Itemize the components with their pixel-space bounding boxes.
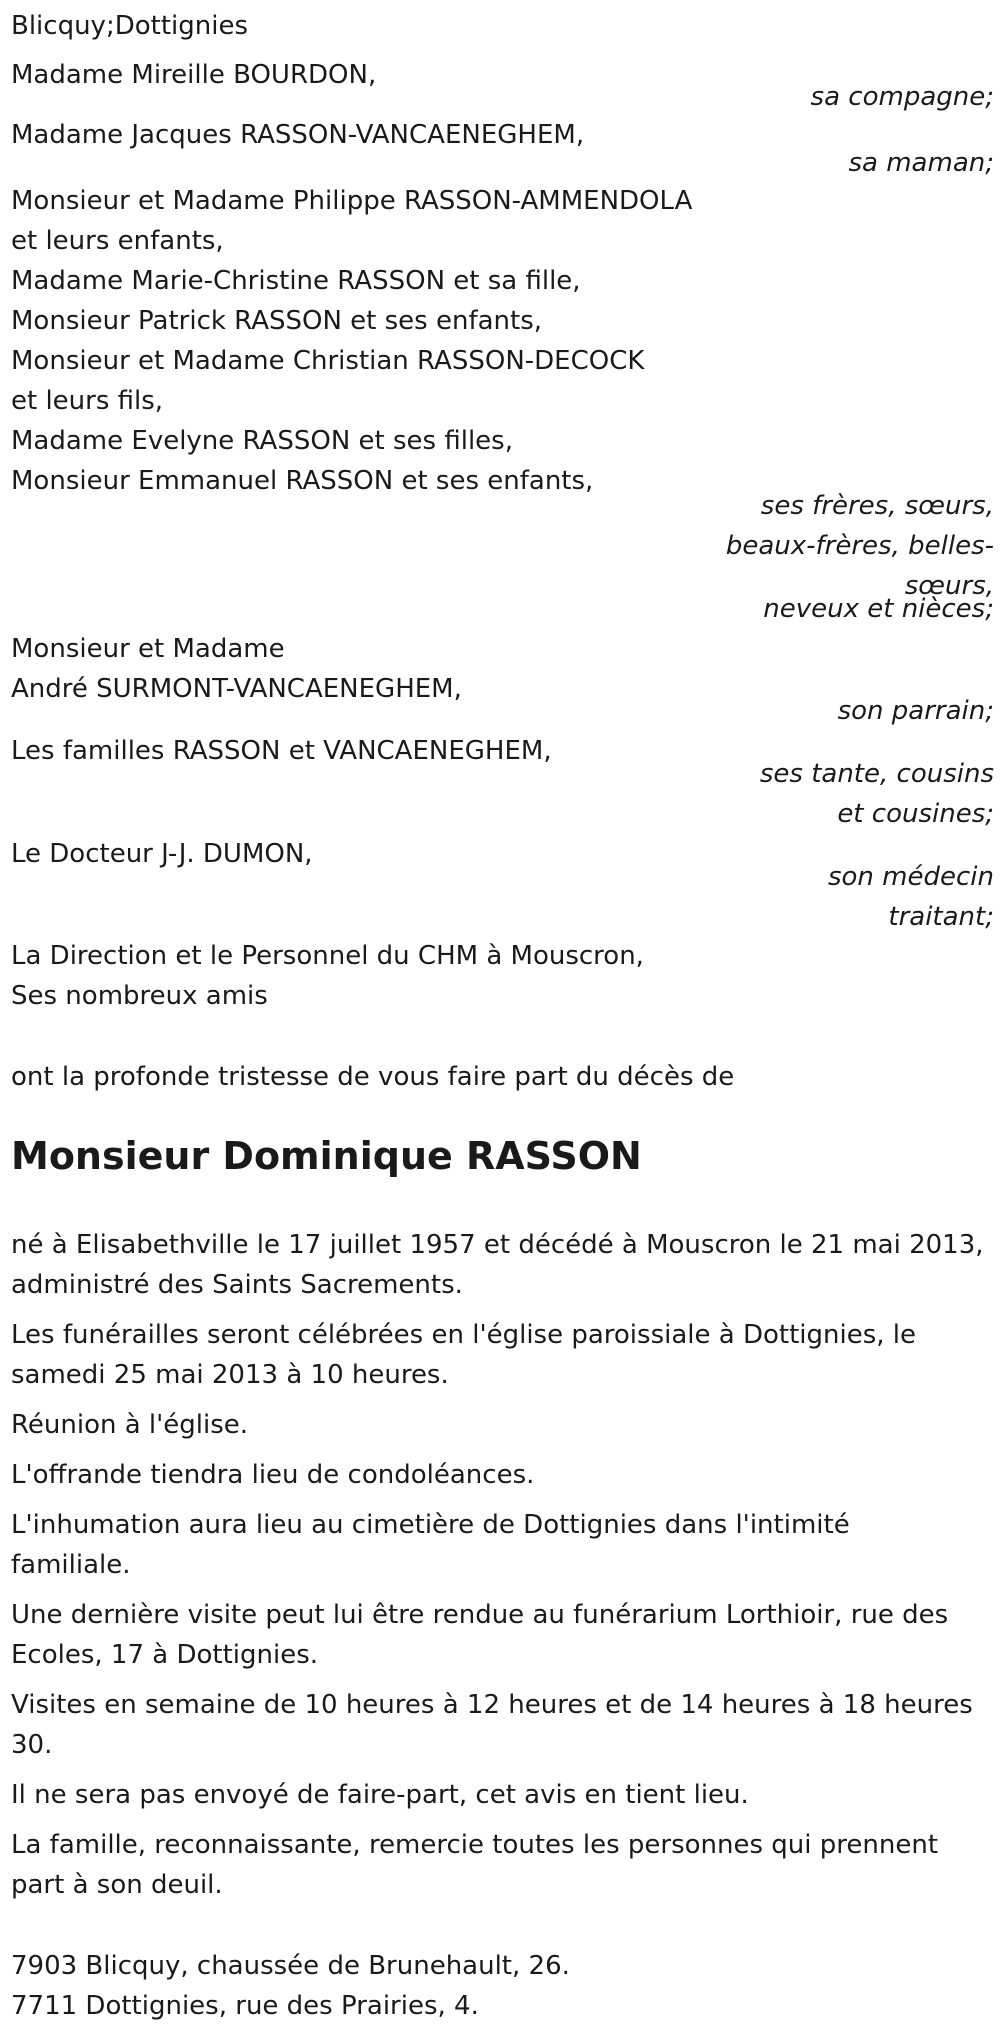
mourner-line: Monsieur Patrick RASSON et ses enfants, xyxy=(11,306,543,336)
detail-line: samedi 25 mai 2013 à 10 heures. xyxy=(11,1360,449,1390)
mourner-line: Le Docteur J-J. DUMON, xyxy=(11,839,313,869)
header-locations: Blicquy;Dottignies xyxy=(11,11,248,41)
announcement: ont la profonde tristesse de vous faire part du décès de xyxy=(11,1062,735,1092)
detail-line: Ecoles, 17 à Dottignies. xyxy=(11,1640,319,1670)
mourner-line: Madame Evelyne RASSON et ses filles, xyxy=(11,426,513,456)
relation-label: sa maman; xyxy=(848,148,994,178)
mourner-line: Madame Marie-Christine RASSON et sa fille, xyxy=(11,266,581,296)
detail-line: Les funérailles seront célébrées en l'église paroissiale à Dottignies, le xyxy=(11,1320,916,1350)
mourner-line: et leurs enfants, xyxy=(11,226,224,256)
detail-line: administré des Saints Sacrements. xyxy=(11,1270,463,1300)
detail-line: 30. xyxy=(11,1730,53,1760)
deceased-name: Monsieur Dominique RASSON xyxy=(11,1134,642,1178)
detail-line: La famille, reconnaissante, remercie toutes les personnes qui prennent xyxy=(11,1830,939,1860)
mourner-line: Monsieur Emmanuel RASSON et ses enfants, xyxy=(11,466,594,496)
relation-label: sa compagne; xyxy=(810,82,994,112)
detail-line: Visites en semaine de 10 heures à 12 heures et de 14 heures à 18 heures xyxy=(11,1690,973,1720)
mourner-line: Les familles RASSON et VANCAENEGHEM, xyxy=(11,736,552,766)
mourner-line: et leurs fils, xyxy=(11,386,164,416)
relation-label: son parrain; xyxy=(837,696,994,726)
detail-line: Réunion à l'église. xyxy=(11,1410,249,1440)
detail-line: part à son deuil. xyxy=(11,1870,223,1900)
mourner-line: Madame Mireille BOURDON, xyxy=(11,60,377,90)
relation-label: son médecin xyxy=(827,862,994,892)
mourner-line: La Direction et le Personnel du CHM à Mouscron, xyxy=(11,941,644,971)
mourner-line: Monsieur et Madame Philippe RASSON-AMMENDOLA xyxy=(11,186,693,216)
mourner-line: Madame Jacques RASSON-VANCAENEGHEM, xyxy=(11,120,585,150)
mourner-line: André SURMONT-VANCAENEGHEM, xyxy=(11,674,462,704)
relation-label: neveux et nièces; xyxy=(763,594,994,624)
address-line: 7903 Blicquy, chaussée de Brunehault, 26. xyxy=(11,1951,570,1981)
relation-label: et cousines; xyxy=(837,799,994,829)
relation-label: sœurs, xyxy=(904,571,994,601)
detail-line: L'inhumation aura lieu au cimetière de Dottignies dans l'intimité xyxy=(11,1510,850,1540)
address-line: 7711 Dottignies, rue des Prairies, 4. xyxy=(11,1991,479,2021)
detail-line: Il ne sera pas envoyé de faire-part, cet avis en tient lieu. xyxy=(11,1780,749,1810)
relation-label: ses tante, cousins xyxy=(759,759,994,789)
detail-line: né à Elisabethville le 17 juillet 1957 et décédé à Mouscron le 21 mai 2013, xyxy=(11,1230,984,1260)
detail-line: familiale. xyxy=(11,1550,131,1580)
mourner-line: Monsieur et Madame Christian RASSON-DECOCK xyxy=(11,346,645,376)
relation-label: traitant; xyxy=(888,902,994,932)
detail-line: Une dernière visite peut lui être rendue au funérarium Lorthioir, rue des xyxy=(11,1600,949,1630)
detail-line: L'offrande tiendra lieu de condoléances. xyxy=(11,1460,535,1490)
relation-label: ses frères, sœurs, xyxy=(760,491,994,521)
mourner-line: Monsieur et Madame xyxy=(11,634,285,664)
relation-label: beaux-frères, belles- xyxy=(725,531,994,561)
mourner-line: Ses nombreux amis xyxy=(11,981,268,1011)
